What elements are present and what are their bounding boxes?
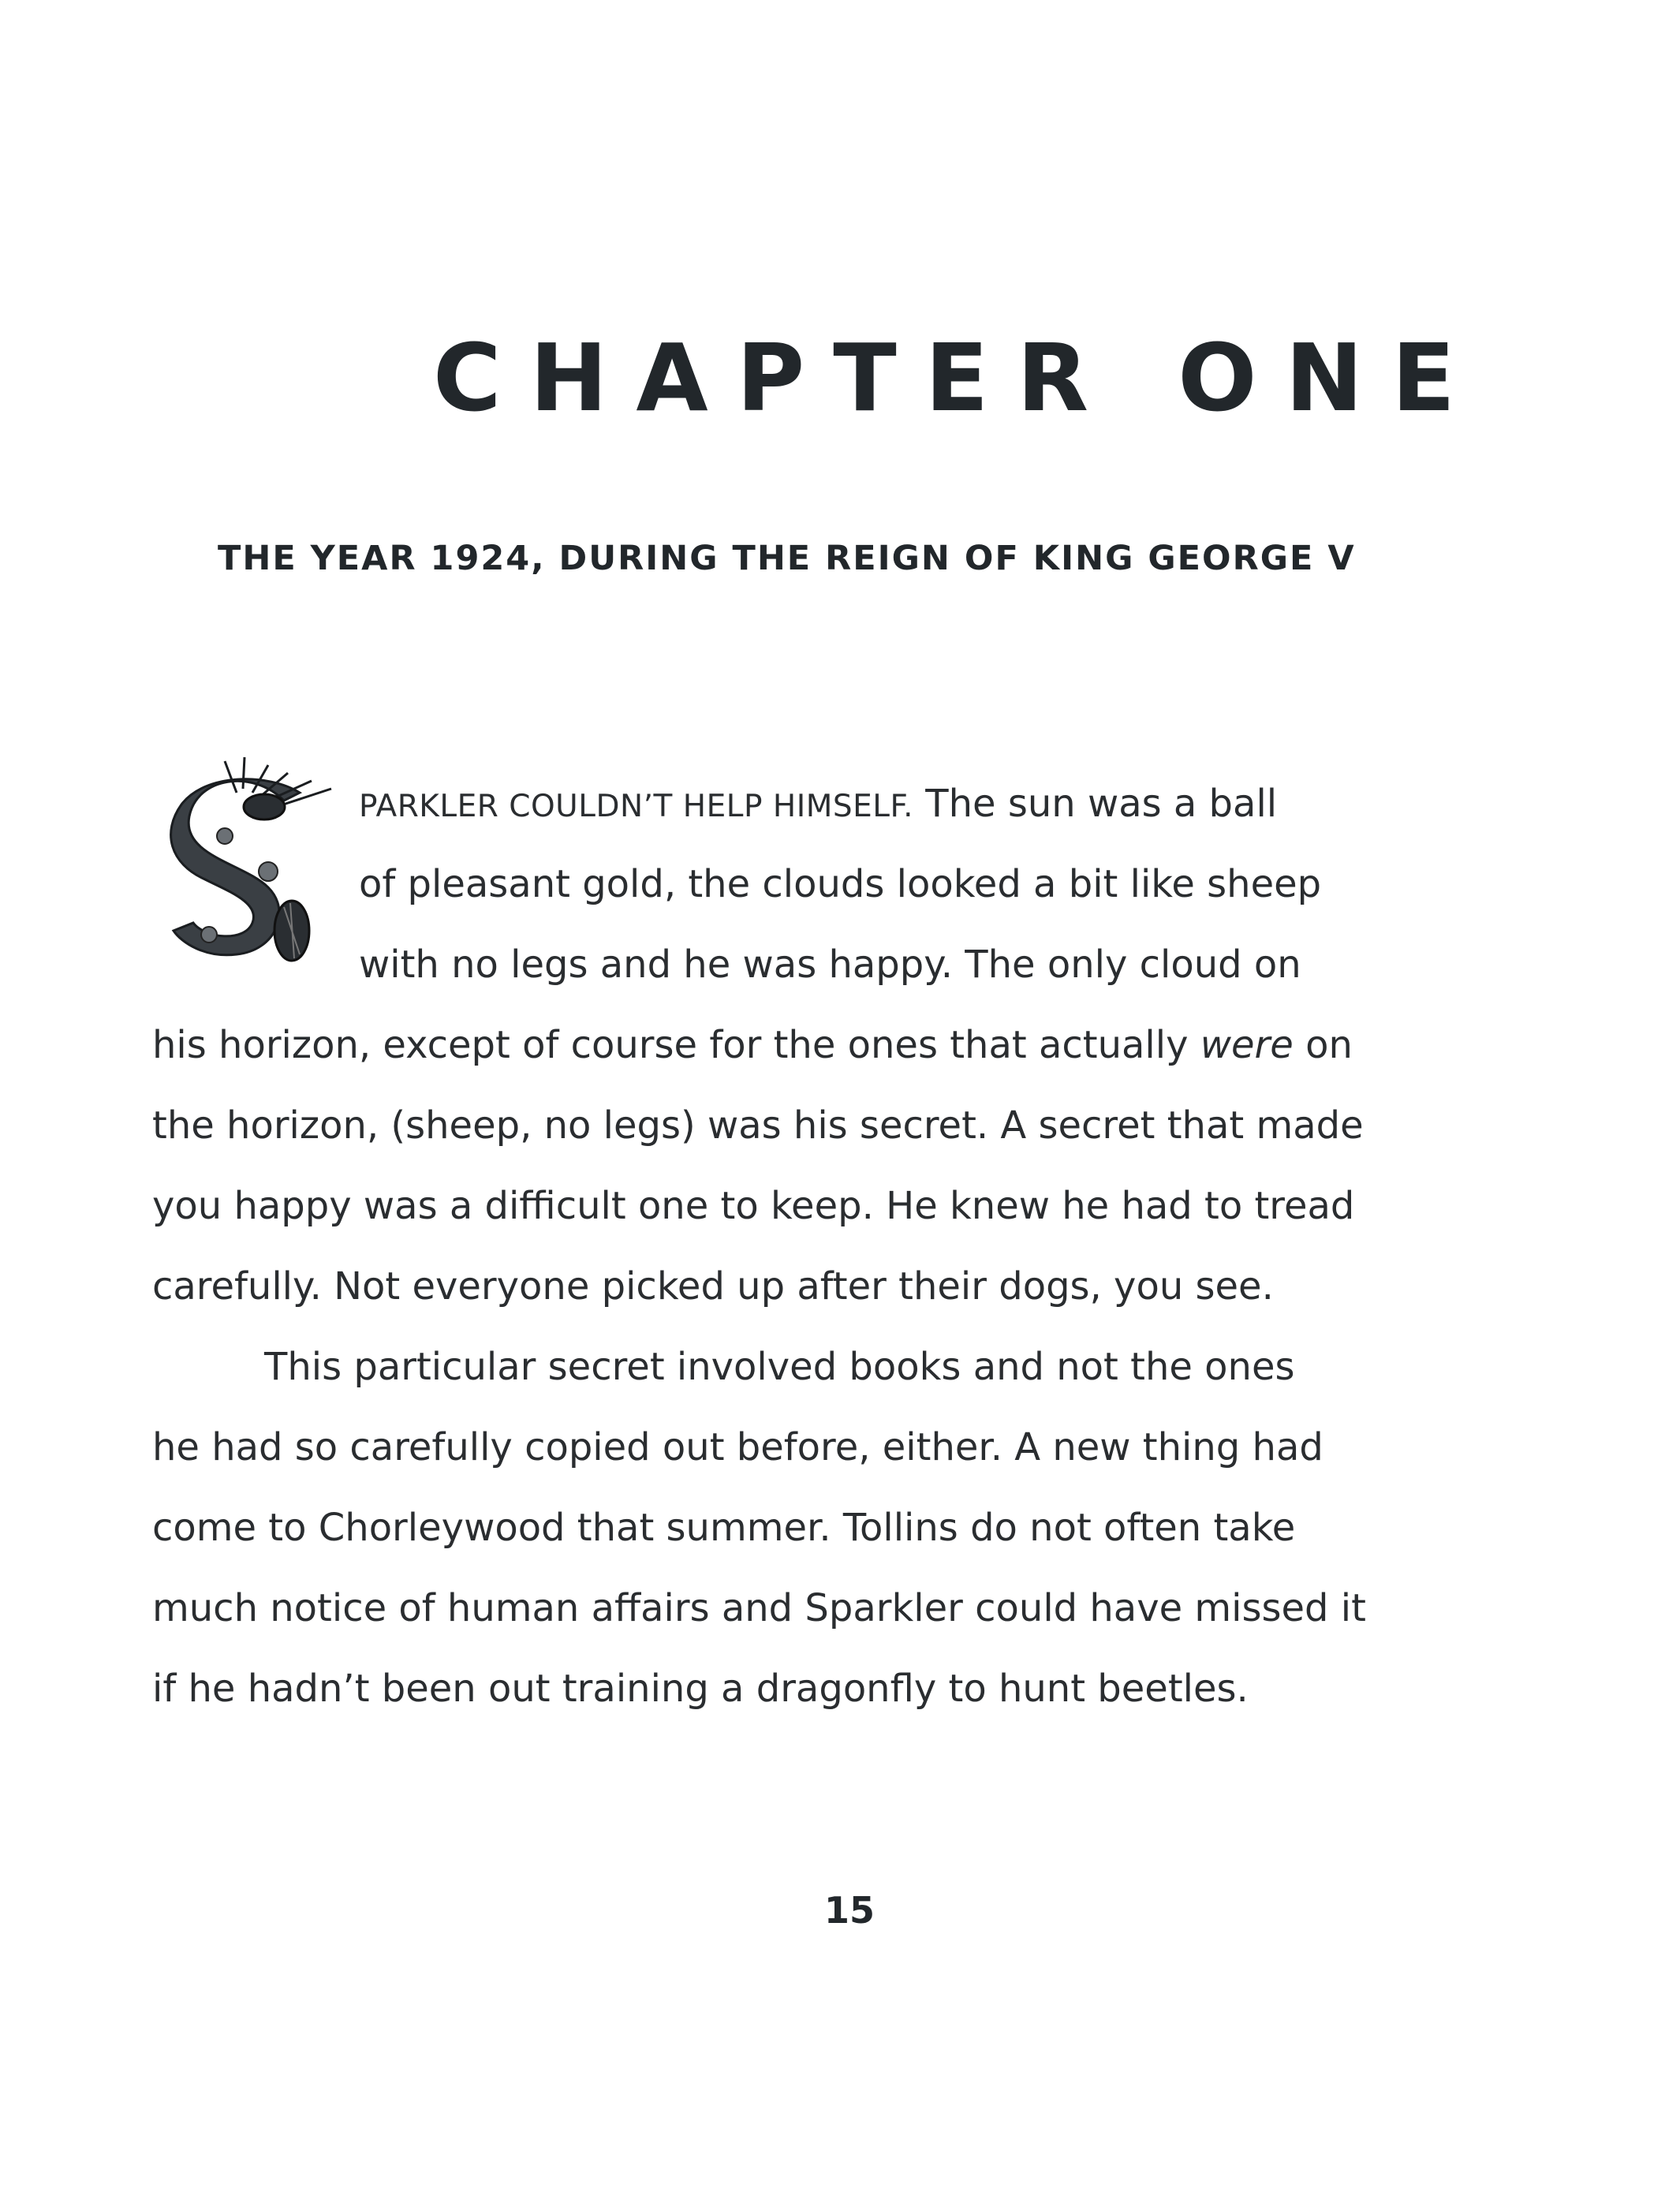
text-line: carefully. Not everyone picked up after their dogs, you see. <box>152 1264 1274 1309</box>
lead-in-smallcaps: PARKLER COULDN’T HELP HIMSELF. <box>359 789 914 824</box>
text-span: on <box>1293 1023 1353 1067</box>
italic-word: were <box>1200 1023 1294 1067</box>
text-line: he had so carefully copied out before, either. A new thing had <box>152 1425 1323 1469</box>
text-line <box>152 763 1383 844</box>
text-line: come to Chorleywood that summer. Tollins do not often take <box>152 1506 1296 1550</box>
page-number: 15 <box>823 1889 875 1932</box>
chapter-body <box>152 763 1383 1729</box>
chapter-subtitle: THE YEAR 1924, DURING THE REIGN OF KING GEORGE V <box>218 539 1356 578</box>
text-line: with no legs and he was happy. The only cloud on <box>359 943 1301 987</box>
text-line: much notice of human affairs and Sparkler could have missed it <box>152 1586 1366 1630</box>
text-line: if he hadn’t been out training a dragonfly to hunt beetles. <box>152 1667 1249 1711</box>
text-line: the horizon, (sheep, no legs) was his secret. A secret that made <box>152 1103 1364 1148</box>
text-span: The sun was a ball <box>913 782 1278 826</box>
text-line: you happy was a difficult one to keep. He knew he had to tread <box>152 1184 1355 1228</box>
chapter-title: CHAPTER ONE <box>433 323 1484 432</box>
text-line: This particular secret involved books and not the ones <box>264 1345 1295 1389</box>
text-span: his horizon, except of course for the ones that actually <box>152 1023 1200 1067</box>
text-line <box>152 1005 1383 1085</box>
text-line: of pleasant gold, the clouds looked a bit like sheep <box>359 862 1322 906</box>
